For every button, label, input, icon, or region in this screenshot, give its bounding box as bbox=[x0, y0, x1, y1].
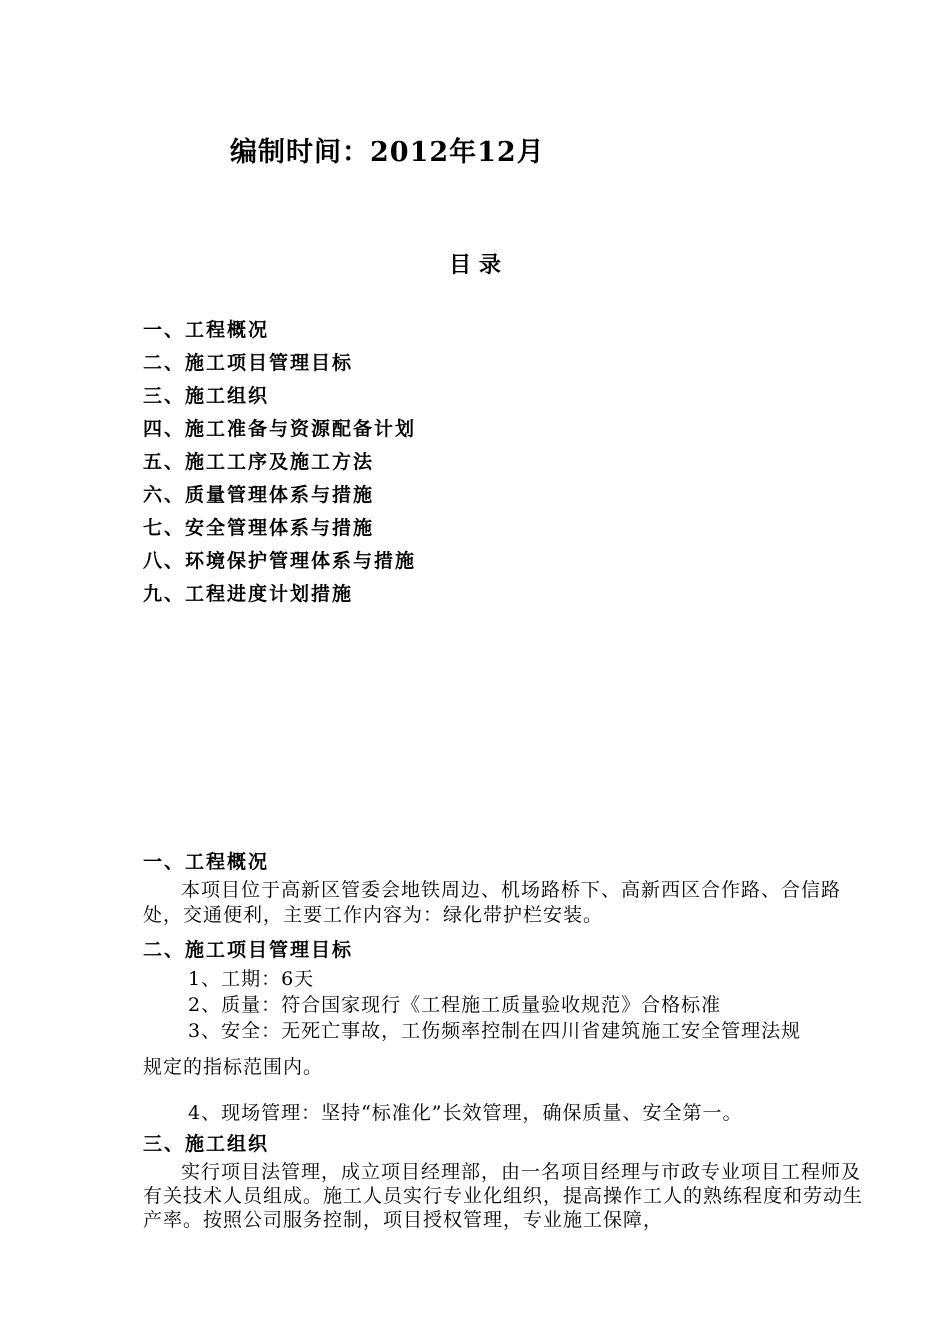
toc-list bbox=[143, 314, 416, 611]
toc-item: 二、施工项目管理目标 bbox=[143, 352, 354, 374]
toc-item: 八、环境保护管理体系与措施 bbox=[143, 550, 417, 572]
toc-item: 五、施工工序及施工方法 bbox=[143, 451, 375, 473]
compile-date: 编制时间：2012年12月 bbox=[230, 137, 545, 168]
goal-item-site-management: 4、现场管理：坚持“标准化”长效管理，确保质量、安全第一。 bbox=[188, 1102, 743, 1124]
section-heading-goals: 二、施工项目管理目标 bbox=[143, 939, 354, 961]
section-heading-overview: 一、工程概况 bbox=[143, 851, 270, 873]
goal-item-safety-continued: 规定的指标范围内。 bbox=[143, 1056, 324, 1078]
document-body bbox=[143, 846, 873, 1232]
goal-item-quality: 2、质量：符合国家现行《工程施工质量验收规范》合格标准 bbox=[188, 994, 722, 1016]
goal-item-duration: 1、工期：6天 bbox=[188, 968, 315, 990]
toc-item: 三、施工组织 bbox=[143, 385, 270, 407]
overview-paragraph: 本项目位于高新区管委会地铁周边、机场路桥下、高新西区合作路、合信路处，交通便利，主要工作内容为：绿化带护栏安装。 bbox=[143, 879, 842, 926]
goal-item-safety: 3、安全：无死亡事故，工伤频率控制在四川省建筑施工安全管理法规 bbox=[188, 1020, 802, 1042]
section-heading-organization: 三、施工组织 bbox=[143, 1133, 270, 1155]
toc-item: 九、工程进度计划措施 bbox=[143, 583, 354, 605]
toc-item: 六、质量管理体系与措施 bbox=[143, 484, 375, 506]
toc-item: 一、工程概况 bbox=[143, 319, 270, 341]
toc-item: 四、施工准备与资源配备计划 bbox=[143, 418, 417, 440]
toc-title: 目 录 bbox=[449, 252, 501, 278]
organization-paragraph: 实行项目法管理，成立项目经理部，由一名项目经理与市政专业项目工程师及有关技术人员组成。施工人员实行专业化组织，提高操作工人的熟练程度和劳动生产率。按照公司服务控制，项目授权管理，专业施工保障， bbox=[143, 1161, 864, 1231]
toc-item: 七、安全管理体系与措施 bbox=[143, 517, 375, 539]
